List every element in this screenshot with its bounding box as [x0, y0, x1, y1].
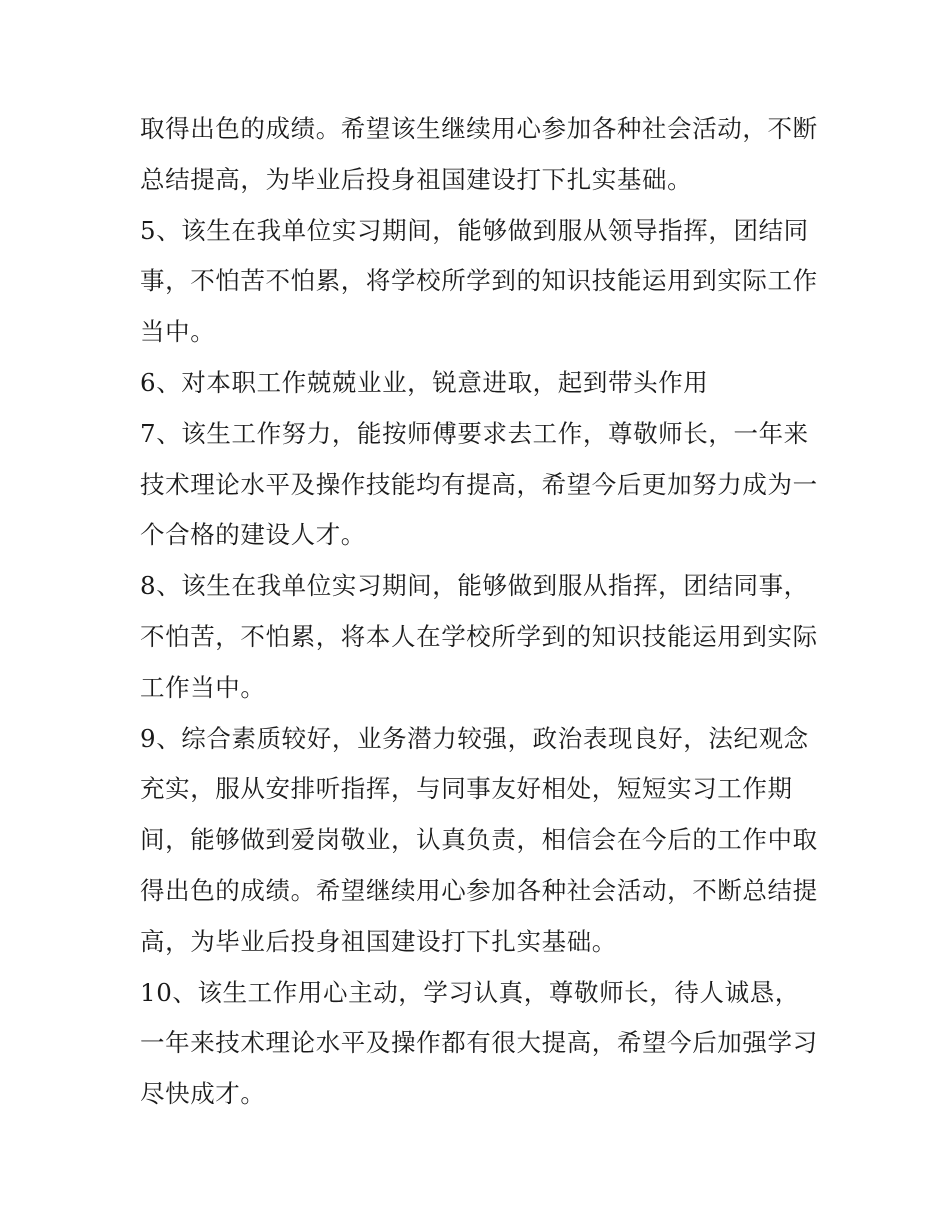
paragraph-item-10: 10、该生工作用心主动，学习认真，尊敬师长，待人诚恳，一年来技术理论水平及操作都有很大提高，希望今后加强学习尽快成才。	[140, 977, 818, 1109]
paragraph-item-8: 8、该生在我单位实习期间，能够做到服从指挥，团结同事，不怕苦，不怕累，将本人在学校所学到的知识技能运用到实际工作当中。	[140, 571, 818, 702]
paragraph-item-5: 5、该生在我单位实习期间，能够做到服从领导指挥，团结同事，不怕苦不怕累，将学校所学到的知识技能运用到实际工作当中。	[140, 215, 818, 347]
paragraph-item-6: 6、对本职工作兢兢业业，锐意进取，起到带头作用	[140, 367, 709, 397]
paragraph-item-9: 9、综合素质较好，业务潜力较强，政治表现良好，法纪观念充实，服从安排听指挥，与同事友好相处，短短实习工作期间，能够做到爱岗敬业，认真负责，相信会在今后的工作中取得出色的成绩。希望继续用心参加各种社会活动，不断总结提高，为毕业后投身祖国建设打下扎实基础。	[140, 723, 818, 956]
document-body	[140, 104, 820, 1120]
paragraph-continuation: 取得出色的成绩。希望该生继续用心参加各种社会活动，不断总结提高，为毕业后投身祖国建设打下扎实基础。	[140, 114, 818, 194]
paragraph-item-7: 7、该生工作努力，能按师傅要求去工作，尊敬师长，一年来技术理论水平及操作技能均有提高，希望今后更加努力成为一个合格的建设人才。	[140, 418, 818, 550]
